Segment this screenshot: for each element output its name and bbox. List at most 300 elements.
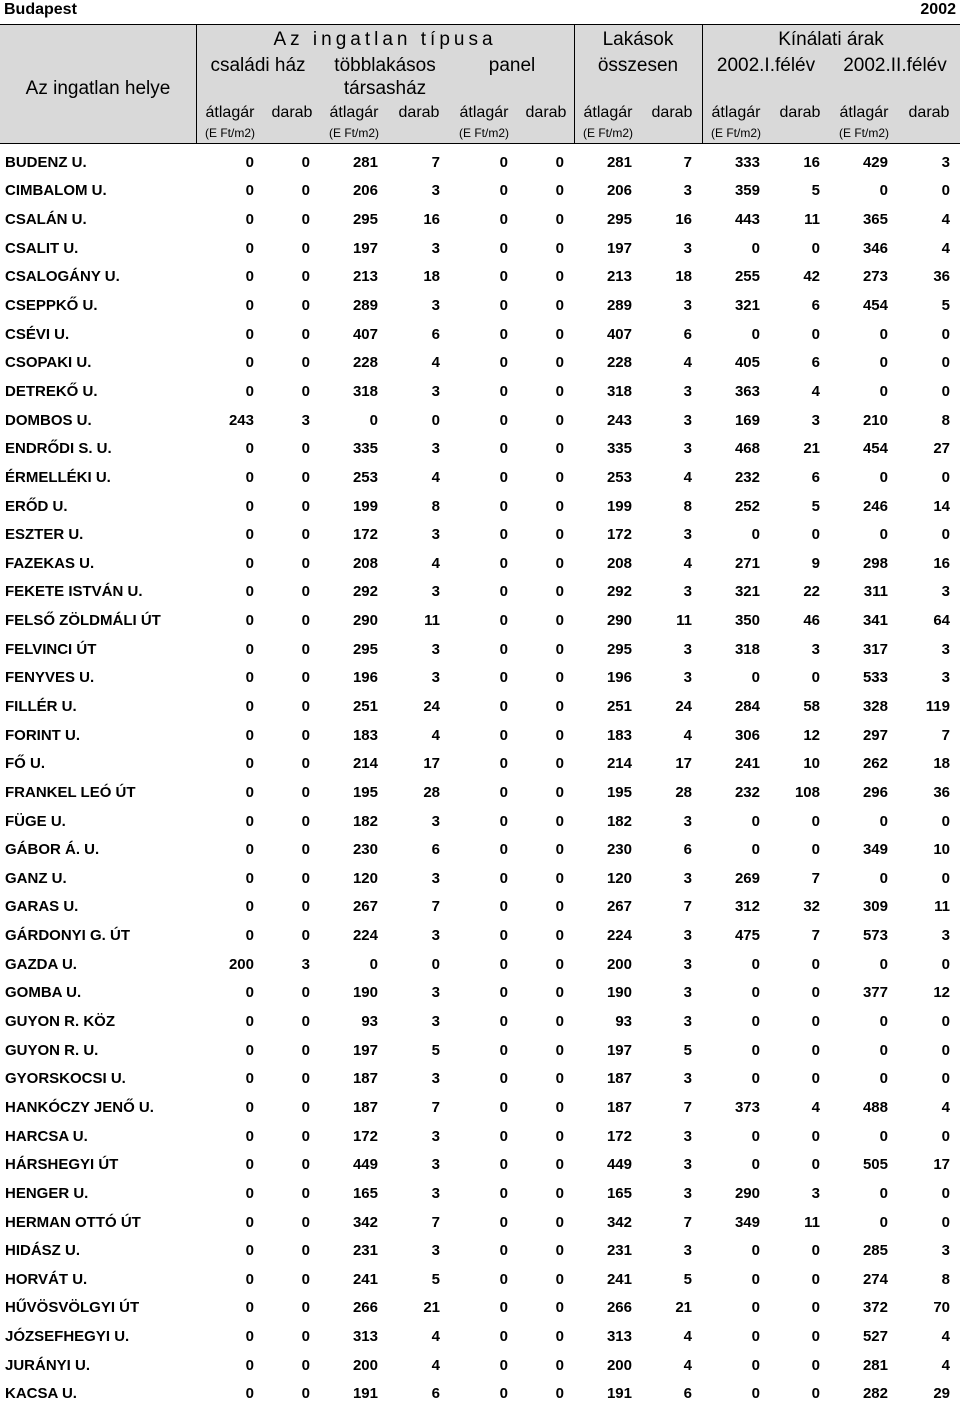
count-cell: 5 <box>431 1270 440 1288</box>
avg-price-cell: 241 <box>606 1270 632 1288</box>
avg-price-cell: 231 <box>352 1242 378 1260</box>
count-cell: 4 <box>431 1356 440 1374</box>
avg-price-cell: 0 <box>499 526 508 544</box>
avg-price-cell: 373 <box>734 1098 760 1116</box>
avg-price-cell: 342 <box>352 1213 378 1231</box>
avg-price-cell: 0 <box>499 1041 508 1059</box>
count-cell: 3 <box>683 1184 692 1202</box>
count-cell: 0 <box>301 268 310 286</box>
avg-price-cell: 191 <box>606 1385 632 1403</box>
count-cell: 0 <box>301 153 310 171</box>
avg-price-cell: 224 <box>352 927 378 945</box>
count-cell: 4 <box>941 1328 950 1346</box>
avg-price-cell: 0 <box>879 382 888 400</box>
count-cell: 4 <box>941 1356 950 1374</box>
count-cell: 3 <box>683 869 692 887</box>
avg-price-cell: 197 <box>606 239 632 257</box>
count-cell: 4 <box>431 354 440 372</box>
avg-price-cell: 281 <box>862 1356 888 1374</box>
table-row <box>0 921 960 950</box>
first-half-header: 2002.I.félév <box>716 55 816 76</box>
count-cell: 3 <box>431 669 440 687</box>
count-cell: 0 <box>301 783 310 801</box>
avg-price-cell: 0 <box>879 1213 888 1231</box>
count-cell: 3 <box>431 869 440 887</box>
avg-price-cell: 282 <box>862 1385 888 1403</box>
count-cell: 3 <box>683 1242 692 1260</box>
table-row <box>0 749 960 778</box>
count-cell: 0 <box>301 182 310 200</box>
count-cell: 0 <box>301 297 310 315</box>
count-cell: 32 <box>803 898 820 916</box>
price-table <box>0 148 960 1408</box>
count-cell: 22 <box>803 583 820 601</box>
count-cell: 0 <box>555 354 564 372</box>
count-cell: 5 <box>941 297 950 315</box>
count-cell: 17 <box>423 755 440 773</box>
count-cell: 0 <box>811 669 820 687</box>
avg-price-cell: 172 <box>606 526 632 544</box>
count-cell: 7 <box>683 1098 692 1116</box>
count-cell: 0 <box>555 1299 564 1317</box>
avg-price-cell: 0 <box>245 1156 254 1174</box>
count-cell: 0 <box>811 1385 820 1403</box>
table-row <box>0 434 960 463</box>
avg-price-cell: 0 <box>245 812 254 830</box>
count-cell: 0 <box>301 1184 310 1202</box>
count-cell: 0 <box>811 1127 820 1145</box>
count-cell: 27 <box>933 440 950 458</box>
count-cell: 3 <box>431 640 440 658</box>
avg-price-cell: 363 <box>734 382 760 400</box>
count-cell: 0 <box>555 411 564 429</box>
count-cell: 0 <box>941 1127 950 1145</box>
avg-price-cell: 297 <box>862 726 888 744</box>
avg-price-cell: 346 <box>862 239 888 257</box>
count-cell: 0 <box>301 1242 310 1260</box>
count-cell: 0 <box>555 182 564 200</box>
count-header: darab <box>398 104 440 121</box>
location-name: GUYON R. KÖZ <box>5 1013 116 1031</box>
avg-price-cell: 0 <box>245 1270 254 1288</box>
avg-price-cell: 573 <box>862 927 888 945</box>
table-row <box>0 148 960 177</box>
location-name: DOMBOS U. <box>5 411 92 429</box>
avg-price-cell: 252 <box>734 497 760 515</box>
count-cell: 9 <box>811 554 820 572</box>
avg-price-cell: 313 <box>606 1328 632 1346</box>
location-name: HANKÓCZY JENŐ U. <box>5 1098 154 1116</box>
table-row <box>0 263 960 292</box>
location-name: HENGER U. <box>5 1184 89 1202</box>
count-cell: 8 <box>683 497 692 515</box>
unit-label: (E Ft/m2) <box>583 126 633 140</box>
avg-price-cell: 0 <box>245 354 254 372</box>
count-cell: 0 <box>301 497 310 515</box>
location-name: CSEPPKŐ U. <box>5 297 98 315</box>
avg-price-cell: 0 <box>499 211 508 229</box>
avg-price-cell: 0 <box>245 726 254 744</box>
count-cell: 0 <box>811 1299 820 1317</box>
count-cell: 0 <box>555 583 564 601</box>
avg-price-cell: 267 <box>606 898 632 916</box>
count-cell: 4 <box>683 354 692 372</box>
count-cell: 29 <box>933 1385 950 1403</box>
avg-price-cell: 0 <box>499 1127 508 1145</box>
location-name: FŐ U. <box>5 755 45 773</box>
avg-price-cell: 228 <box>352 354 378 372</box>
avg-price-cell: 231 <box>606 1242 632 1260</box>
avg-price-cell: 0 <box>499 612 508 630</box>
avg-price-cell: 0 <box>245 1385 254 1403</box>
count-cell: 0 <box>301 211 310 229</box>
unit-label: (E Ft/m2) <box>711 126 761 140</box>
count-cell: 0 <box>555 1213 564 1231</box>
avg-price-cell: 0 <box>499 182 508 200</box>
count-cell: 3 <box>431 526 440 544</box>
avg-price-cell: 0 <box>879 182 888 200</box>
count-cell: 0 <box>555 153 564 171</box>
count-cell: 5 <box>811 497 820 515</box>
avg-price-cell: 0 <box>499 1242 508 1260</box>
count-cell: 0 <box>941 325 950 343</box>
location-name: GANZ U. <box>5 869 67 887</box>
table-row <box>0 1179 960 1208</box>
location-name: JURÁNYI U. <box>5 1356 91 1374</box>
avg-price-cell: 318 <box>352 382 378 400</box>
avg-price-cell: 241 <box>734 755 760 773</box>
count-cell: 0 <box>941 1213 950 1231</box>
count-cell: 58 <box>803 697 820 715</box>
avg-price-cell: 0 <box>751 955 760 973</box>
count-cell: 0 <box>555 211 564 229</box>
count-cell: 0 <box>555 669 564 687</box>
location-name: GAZDA U. <box>5 955 77 973</box>
avg-price-cell: 335 <box>352 440 378 458</box>
avg-price-cell: 0 <box>499 869 508 887</box>
location-name: GUYON R. U. <box>5 1041 99 1059</box>
count-cell: 0 <box>555 1184 564 1202</box>
avg-price-cell: 0 <box>499 841 508 859</box>
apartment-house-header-line1: többlakásos <box>334 55 436 76</box>
count-cell: 18 <box>675 268 692 286</box>
avg-price-cell: 230 <box>352 841 378 859</box>
location-header: Az ingatlan helye <box>25 78 171 99</box>
property-type-header: Az ingatlan típusa <box>273 29 497 50</box>
avg-price-cell: 0 <box>499 1385 508 1403</box>
avg-price-cell: 454 <box>862 440 888 458</box>
count-cell: 7 <box>431 1098 440 1116</box>
count-cell: 3 <box>683 927 692 945</box>
count-cell: 0 <box>811 526 820 544</box>
avg-price-cell: 251 <box>352 697 378 715</box>
location-name: FRANKEL LEÓ ÚT <box>5 783 136 801</box>
table-row <box>0 320 960 349</box>
avg-price-cell: 0 <box>499 955 508 973</box>
count-cell: 0 <box>301 669 310 687</box>
count-cell: 0 <box>301 354 310 372</box>
avg-header: átlagár <box>459 104 509 121</box>
count-cell: 0 <box>555 497 564 515</box>
location-name: CSALIT U. <box>5 239 79 257</box>
count-header: darab <box>525 104 567 121</box>
avg-price-cell: 321 <box>734 583 760 601</box>
avg-price-cell: 0 <box>245 182 254 200</box>
avg-price-cell: 0 <box>499 984 508 1002</box>
avg-price-cell: 328 <box>862 697 888 715</box>
avg-price-cell: 195 <box>606 783 632 801</box>
count-cell: 0 <box>301 382 310 400</box>
count-cell: 4 <box>811 1098 820 1116</box>
avg-price-cell: 182 <box>606 812 632 830</box>
count-cell: 7 <box>431 1213 440 1231</box>
location-name: ESZTER U. <box>5 526 84 544</box>
count-cell: 42 <box>803 268 820 286</box>
avg-price-cell: 443 <box>734 211 760 229</box>
count-cell: 6 <box>811 468 820 486</box>
count-cell: 0 <box>555 755 564 773</box>
avg-price-cell: 429 <box>862 153 888 171</box>
avg-price-cell: 0 <box>499 268 508 286</box>
avg-price-cell: 0 <box>245 1242 254 1260</box>
count-cell: 0 <box>301 697 310 715</box>
avg-price-cell: 0 <box>751 1070 760 1088</box>
avg-price-cell: 0 <box>245 153 254 171</box>
count-cell: 0 <box>941 1013 950 1031</box>
count-cell: 16 <box>675 211 692 229</box>
count-cell: 16 <box>933 554 950 572</box>
avg-price-cell: 0 <box>245 927 254 945</box>
avg-price-cell: 0 <box>499 554 508 572</box>
count-cell: 0 <box>811 841 820 859</box>
count-cell: 64 <box>933 612 950 630</box>
avg-price-cell: 349 <box>862 841 888 859</box>
table-row <box>0 835 960 864</box>
location-name: CSOPAKI U. <box>5 354 92 372</box>
count-cell: 4 <box>431 554 440 572</box>
table-row <box>0 1380 960 1408</box>
report-year: 2002 <box>920 1 956 18</box>
count-cell: 0 <box>301 841 310 859</box>
count-cell: 3 <box>683 1013 692 1031</box>
avg-price-cell: 0 <box>499 783 508 801</box>
avg-price-cell: 0 <box>751 325 760 343</box>
avg-price-cell: 253 <box>352 468 378 486</box>
table-body <box>0 148 960 1408</box>
avg-price-cell: 0 <box>751 841 760 859</box>
count-cell: 0 <box>301 526 310 544</box>
avg-price-cell: 0 <box>499 1299 508 1317</box>
table-row <box>0 406 960 435</box>
table-row <box>0 1065 960 1094</box>
avg-price-cell: 0 <box>245 669 254 687</box>
avg-price-cell: 0 <box>499 1156 508 1174</box>
avg-price-cell: 0 <box>245 382 254 400</box>
avg-header: átlagár <box>839 104 889 121</box>
count-cell: 3 <box>683 1070 692 1088</box>
avg-price-cell: 290 <box>606 612 632 630</box>
count-cell: 0 <box>811 1070 820 1088</box>
location-name: GÁBOR Á. U. <box>5 841 100 859</box>
avg-price-cell: 313 <box>352 1328 378 1346</box>
count-cell: 3 <box>683 984 692 1002</box>
avg-price-cell: 0 <box>879 325 888 343</box>
avg-price-cell: 0 <box>879 1070 888 1088</box>
avg-price-cell: 172 <box>606 1127 632 1145</box>
count-cell: 12 <box>933 984 950 1002</box>
location-name: FILLÉR U. <box>5 697 77 715</box>
count-cell: 3 <box>431 440 440 458</box>
avg-price-cell: 0 <box>245 898 254 916</box>
count-cell: 8 <box>941 1270 950 1288</box>
count-cell: 11 <box>934 898 950 916</box>
count-cell: 0 <box>555 325 564 343</box>
count-cell: 6 <box>683 325 692 343</box>
count-cell: 0 <box>811 325 820 343</box>
count-cell: 0 <box>811 1328 820 1346</box>
count-cell: 3 <box>431 583 440 601</box>
count-cell: 5 <box>811 182 820 200</box>
avg-price-cell: 206 <box>352 182 378 200</box>
avg-price-cell: 224 <box>606 927 632 945</box>
count-cell: 0 <box>555 869 564 887</box>
avg-price-cell: 527 <box>862 1328 888 1346</box>
avg-price-cell: 169 <box>734 411 760 429</box>
avg-price-cell: 284 <box>734 697 760 715</box>
count-cell: 0 <box>811 1041 820 1059</box>
location-name: HIDÁSZ U. <box>5 1242 80 1260</box>
avg-price-cell: 0 <box>245 239 254 257</box>
count-cell: 0 <box>555 1356 564 1374</box>
table-row <box>0 348 960 377</box>
count-cell: 3 <box>683 297 692 315</box>
count-cell: 0 <box>301 898 310 916</box>
avg-price-cell: 468 <box>734 440 760 458</box>
avg-price-cell: 0 <box>879 354 888 372</box>
count-cell: 0 <box>555 239 564 257</box>
total-header-line2: összesen <box>597 55 679 76</box>
count-cell: 3 <box>431 297 440 315</box>
count-cell: 11 <box>676 612 692 630</box>
count-cell: 0 <box>301 726 310 744</box>
second-half-header: 2002.II.félév <box>843 55 947 76</box>
avg-price-cell: 273 <box>862 268 888 286</box>
count-cell: 0 <box>555 612 564 630</box>
count-cell: 0 <box>555 1242 564 1260</box>
avg-price-cell: 0 <box>499 1070 508 1088</box>
location-name: JÓZSEFHEGYI U. <box>5 1328 130 1346</box>
count-cell: 3 <box>431 812 440 830</box>
count-cell: 7 <box>431 898 440 916</box>
avg-price-cell: 187 <box>606 1070 632 1088</box>
avg-price-cell: 190 <box>606 984 632 1002</box>
avg-price-cell: 0 <box>245 1299 254 1317</box>
count-cell: 0 <box>555 927 564 945</box>
avg-price-cell: 0 <box>879 869 888 887</box>
location-name: FELVINCI ÚT <box>5 640 97 658</box>
count-cell: 14 <box>933 497 950 515</box>
avg-price-cell: 0 <box>499 1098 508 1116</box>
avg-price-cell: 0 <box>245 755 254 773</box>
avg-price-cell: 0 <box>499 726 508 744</box>
count-cell: 3 <box>683 526 692 544</box>
count-cell: 18 <box>423 268 440 286</box>
count-cell: 0 <box>301 1270 310 1288</box>
avg-price-cell: 182 <box>352 812 378 830</box>
avg-price-cell: 0 <box>499 354 508 372</box>
avg-price-cell: 0 <box>245 211 254 229</box>
avg-price-cell: 0 <box>879 812 888 830</box>
count-cell: 4 <box>683 1328 692 1346</box>
table-row <box>0 177 960 206</box>
avg-price-cell: 165 <box>606 1184 632 1202</box>
count-cell: 11 <box>804 1213 820 1231</box>
count-cell: 3 <box>683 1156 692 1174</box>
avg-price-cell: 298 <box>862 554 888 572</box>
avg-price-cell: 0 <box>751 984 760 1002</box>
avg-price-cell: 0 <box>499 812 508 830</box>
avg-price-cell: 533 <box>862 669 888 687</box>
location-name: KACSA U. <box>5 1385 77 1403</box>
avg-price-cell: 0 <box>751 1127 760 1145</box>
count-cell: 3 <box>941 927 950 945</box>
count-cell: 0 <box>555 268 564 286</box>
avg-price-cell: 0 <box>369 411 378 429</box>
avg-price-cell: 0 <box>499 583 508 601</box>
count-cell: 3 <box>431 1127 440 1145</box>
count-cell: 0 <box>301 1127 310 1145</box>
avg-price-cell: 317 <box>862 640 888 658</box>
avg-price-cell: 93 <box>361 1013 378 1031</box>
avg-price-cell: 187 <box>352 1098 378 1116</box>
count-cell: 0 <box>555 1070 564 1088</box>
avg-price-cell: 0 <box>245 268 254 286</box>
count-header: darab <box>779 104 821 121</box>
location-name: FÜGE U. <box>5 812 66 830</box>
count-cell: 0 <box>555 726 564 744</box>
avg-price-cell: 0 <box>245 1098 254 1116</box>
avg-price-cell: 350 <box>734 612 760 630</box>
avg-price-cell: 243 <box>228 411 254 429</box>
count-cell: 0 <box>301 239 310 257</box>
count-cell: 21 <box>803 440 820 458</box>
count-cell: 4 <box>683 726 692 744</box>
avg-header: átlagár <box>711 104 761 121</box>
location-name: FENYVES U. <box>5 669 95 687</box>
avg-price-cell: 312 <box>734 898 760 916</box>
avg-price-cell: 0 <box>499 239 508 257</box>
avg-price-cell: 0 <box>751 1041 760 1059</box>
avg-price-cell: 359 <box>734 182 760 200</box>
count-cell: 17 <box>675 755 692 773</box>
avg-price-cell: 0 <box>245 1070 254 1088</box>
avg-price-cell: 377 <box>862 984 888 1002</box>
location-name: FORINT U. <box>5 726 80 744</box>
count-cell: 0 <box>301 612 310 630</box>
table-row <box>0 1122 960 1151</box>
count-cell: 4 <box>431 1328 440 1346</box>
avg-price-cell: 0 <box>245 583 254 601</box>
count-cell: 5 <box>683 1041 692 1059</box>
avg-price-cell: 213 <box>352 268 378 286</box>
avg-price-cell: 0 <box>879 1041 888 1059</box>
table-row <box>0 549 960 578</box>
count-cell: 0 <box>941 955 950 973</box>
avg-price-cell: 0 <box>751 1270 760 1288</box>
count-cell: 0 <box>811 1356 820 1374</box>
count-cell: 0 <box>301 927 310 945</box>
count-cell: 3 <box>811 1184 820 1202</box>
